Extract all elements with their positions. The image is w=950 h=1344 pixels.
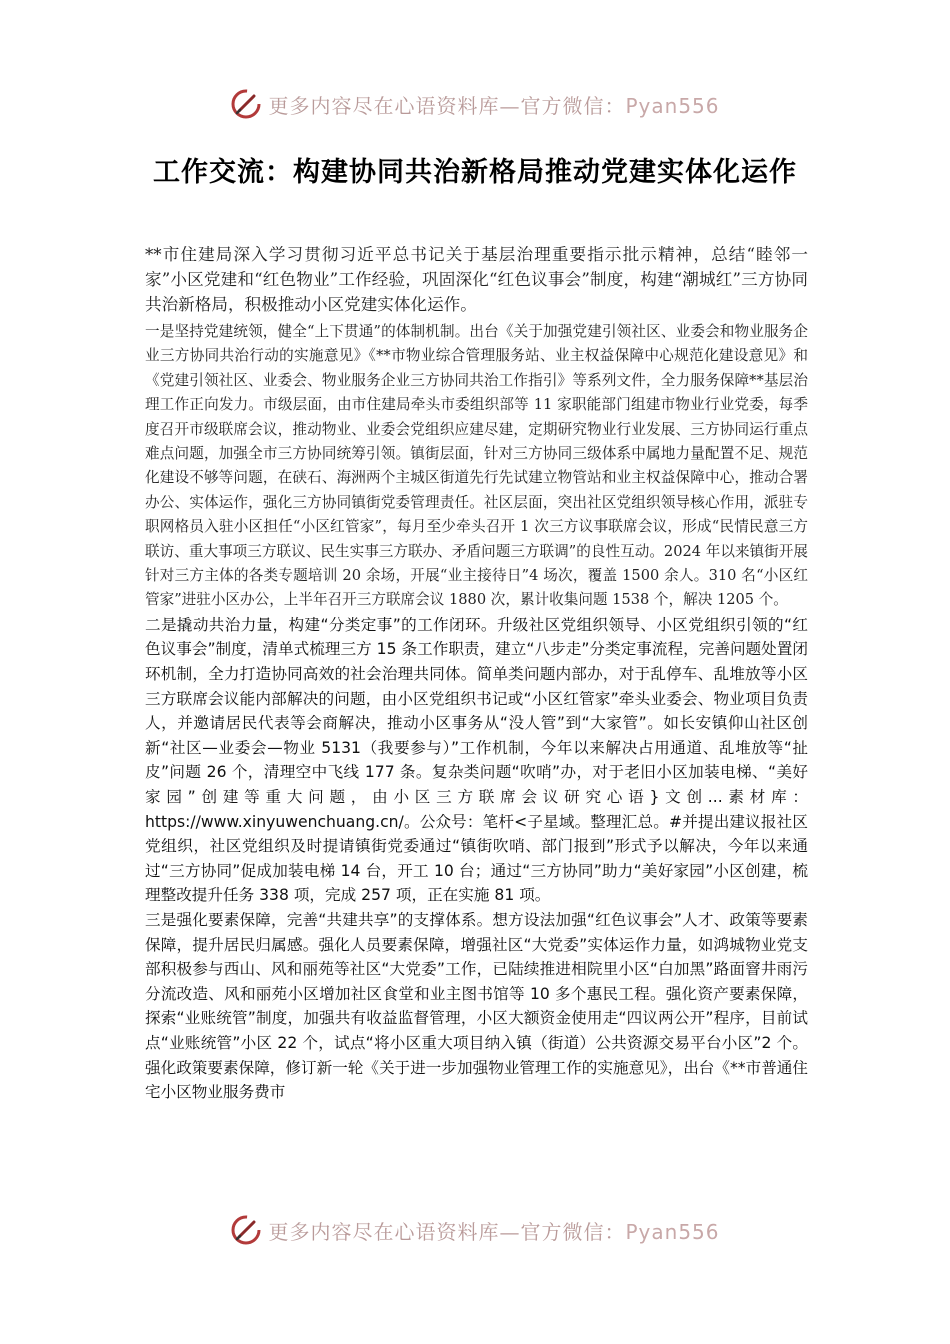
ink-brush-logo-icon xyxy=(230,88,262,120)
watermark-header xyxy=(0,84,950,124)
section-two-paragraph: 二是撬动共治力量，构建“分类定事”的工作闭环。升级社区党组织领导、小区党组织引领的“红色议事会”制度，清单式梳理三方 15 条工作职责，建立“八步走”分类定事流程，完善问题处置闭环机制，全力打造协同高效的社会治理共同体。简单类问题内部办，对于乱停车、乱堆放等小区三方联席会议能内部解决的问题，由小区党组织书记或“小区红管家”牵头业委会、物业项目负责人，并邀请居民代表等会商解决，推动小区事务从“没人管”到“大家管”。如长安镇仰山社区创新“社区—业委会—物业 5131（我要参与）”工作机制，今年以来解决占用通道、乱堆放等“扯皮”问题 26 个，清理空中飞线 177 条。复杂类问题“吹哨”办，对于老旧小区加装电梯、“美好家园”创建等重大问题，由小区三方联席会议研究心语}文创...素材库：https://www.xinyuwenchuang.cn/。公众号：笔杆<子星域。整理汇总。#并提出建议报社区党组织，社区党组织及时提请镇街党委通过“镇街吹哨、部门报到”形式予以解决，今年以来通过“三方协同”促成加装电梯 14 台，开工 10 台；通过“三方协同”助力“美好家园”小区创建，梳理整改提升任务 338 项，完成 257 项，正在实施 81 项。 xyxy=(145,615,808,905)
ink-brush-logo-icon xyxy=(230,1214,262,1246)
watermark-text: 更多内容尽在心语资料库—官方微信：Pyan556 xyxy=(268,93,720,118)
watermark-wechat-id: Pyan556 xyxy=(625,93,720,118)
watermark-wechat-id: Pyan556 xyxy=(625,1219,720,1244)
section-three-paragraph: 三是强化要素保障，完善“共建共享”的支撑体系。想方设法加强“红色议事会”人才、政策等要素保障，提升居民归属感。强化人员要素保障，增强社区“大党委”实体运作力量，如鸿城物业党支部积极参与西山、风和丽苑等社区“大党委”工作，已陆续推进相院里小区“白加黑”路面窨井雨污分流改造、风和丽苑小区增加社区食堂和业主图书馆等 10 多个惠民工程。强化资产要素保障，探索“业账统管”制度，加强共有收益监督管理，小区大额资金使用走“四议两公开”程序，目前试点“业账统管”小区 22 个，试点“将小区重大项目纳入镇（街道）公共资源交易平台小区”2 个。强化政策要素保障，修订新一轮《关于进一步加强物业管理工作的实施意见》，出台《**市普通住宅小区物业服务费市 xyxy=(145,911,808,1102)
intro-paragraph: **市住建局深入学习贯彻习近平总书记关于基层治理重要指示批示精神，总结“睦邻一家”小区党建和“红色物业”工作经验，巩固深化“红色议事会”制度，构建“潮城红”三方协同共治新格局，积极推动小区党建实体化运作。 xyxy=(145,245,808,314)
watermark-text: 更多内容尽在心语资料库—官方微信：Pyan556 xyxy=(268,1219,720,1244)
section-one-paragraph: 一是坚持党建统领，健全“上下贯通”的体制机制。出台《关于加强党建引领社区、业委会和物业服务企业三方协同共治行动的实施意见》《**市物业综合管理服务站、业主权益保障中心规范化建设意见》和《党建引领社区、业委会、物业服务企业三方协同共治工作指引》等系列文件，全力服务保障**基层治理工作正向发力。市级层面，由市住建局牵头市委组织部等 11 家职能部门组建市物业行业党委，每季度召开市级联席会议，推动物业、业委会党组织应建尽建，定期研究物业行业发展、三方协同运行重点难点问题，加强全市三方协同统筹引领。镇街层面，针对三方协同三级体系中属地力量配置不足、规范化建设不够等问题，在硖石、海洲两个主城区街道先行先试建立物管站和业主权益保障中心，推动合署办公、实体运作，强化三方协同镇街党委管理责任。社区层面，突出社区党组织领导核心作用，派驻专职网格员入驻小区担任“小区红管家”，每月至少牵头召开 1 次三方议事联席会议，形成“民情民意三方联访、重大事项三方联议、民生实事三方联办、矛盾问题三方联调”的良性互动。2024 年以来镇街开展针对三方主体的各类专题培训 20 余场，开展“业主接待日”4 场次，覆盖 1500 余人。310 名“小区红管家”进驻小区办公，上半年召开三方联席会议 1880 次，累计收集问题 1538 个，解决 1205 个。 xyxy=(145,323,808,609)
document-title: 工作交流：构建协同共治新格局推动党建实体化运作 xyxy=(153,157,797,188)
document-body xyxy=(145,242,808,1105)
watermark-footer xyxy=(0,1210,950,1250)
